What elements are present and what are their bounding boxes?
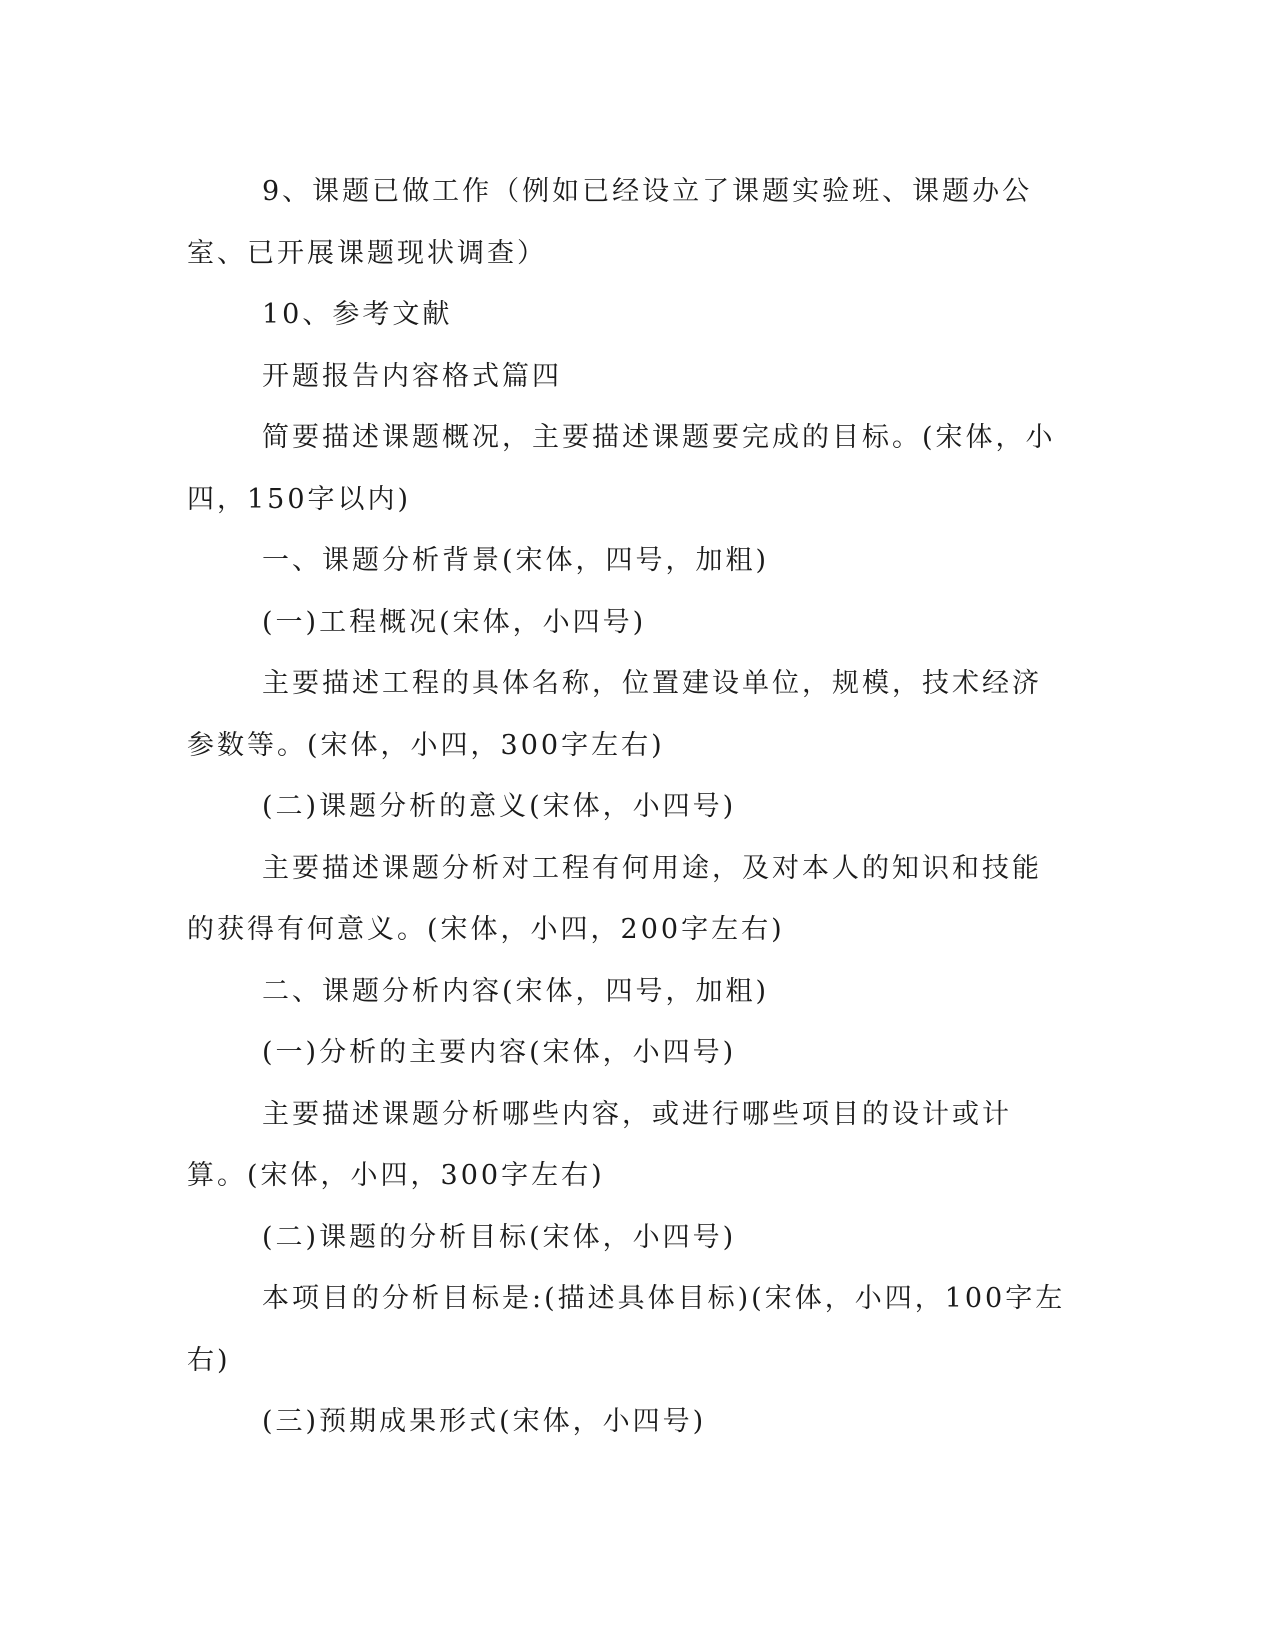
paragraph-goals: 本项目的分析目标是:(描述具体目标)(宋体，小四，100字左右) bbox=[187, 1283, 1066, 1376]
subheading-main-content: (一)分析的主要内容(宋体，小四号) bbox=[262, 1037, 737, 1068]
paragraph-references: 10、参考文献 bbox=[262, 299, 453, 330]
section-title: 开题报告内容格式篇四 bbox=[262, 360, 562, 392]
heading-content: 二、课题分析内容(宋体，四号，加粗) bbox=[262, 975, 770, 1007]
subheading-goals: (二)课题的分析目标(宋体，小四号) bbox=[262, 1221, 737, 1253]
heading-background: 一、课题分析背景(宋体，四号，加粗) bbox=[262, 545, 770, 576]
paragraph-overview: 简要描述课题概况，主要描述课题要完成的目标。(宋体，小四，150字以内) bbox=[187, 422, 1056, 515]
paragraph-significance: 主要描述课题分析对工程有何用途，及对本人的知识和技能的获得有何意义。(宋体，小四，200字左右) bbox=[187, 852, 1042, 945]
subheading-expected-results: (三)预期成果形式(宋体，小四号) bbox=[262, 1406, 707, 1437]
document-body bbox=[187, 161, 1067, 1453]
paragraph-completed-work: 9、课题已做工作（例如已经设立了课题实验班、课题办公室、已开展课题现状调查） bbox=[187, 176, 1033, 269]
subheading-significance: (二)课题分析的意义(宋体，小四号) bbox=[262, 791, 737, 822]
paragraph-project-description: 主要描述工程的具体名称，位置建设单位，规模，技术经济参数等。(宋体，小四，300字左右) bbox=[187, 668, 1042, 761]
paragraph-main-content: 主要描述课题分析哪些内容，或进行哪些项目的设计或计算。(宋体，小四，300字左右) bbox=[187, 1098, 1012, 1191]
subheading-project-overview: (一)工程概况(宋体，小四号) bbox=[262, 606, 647, 638]
